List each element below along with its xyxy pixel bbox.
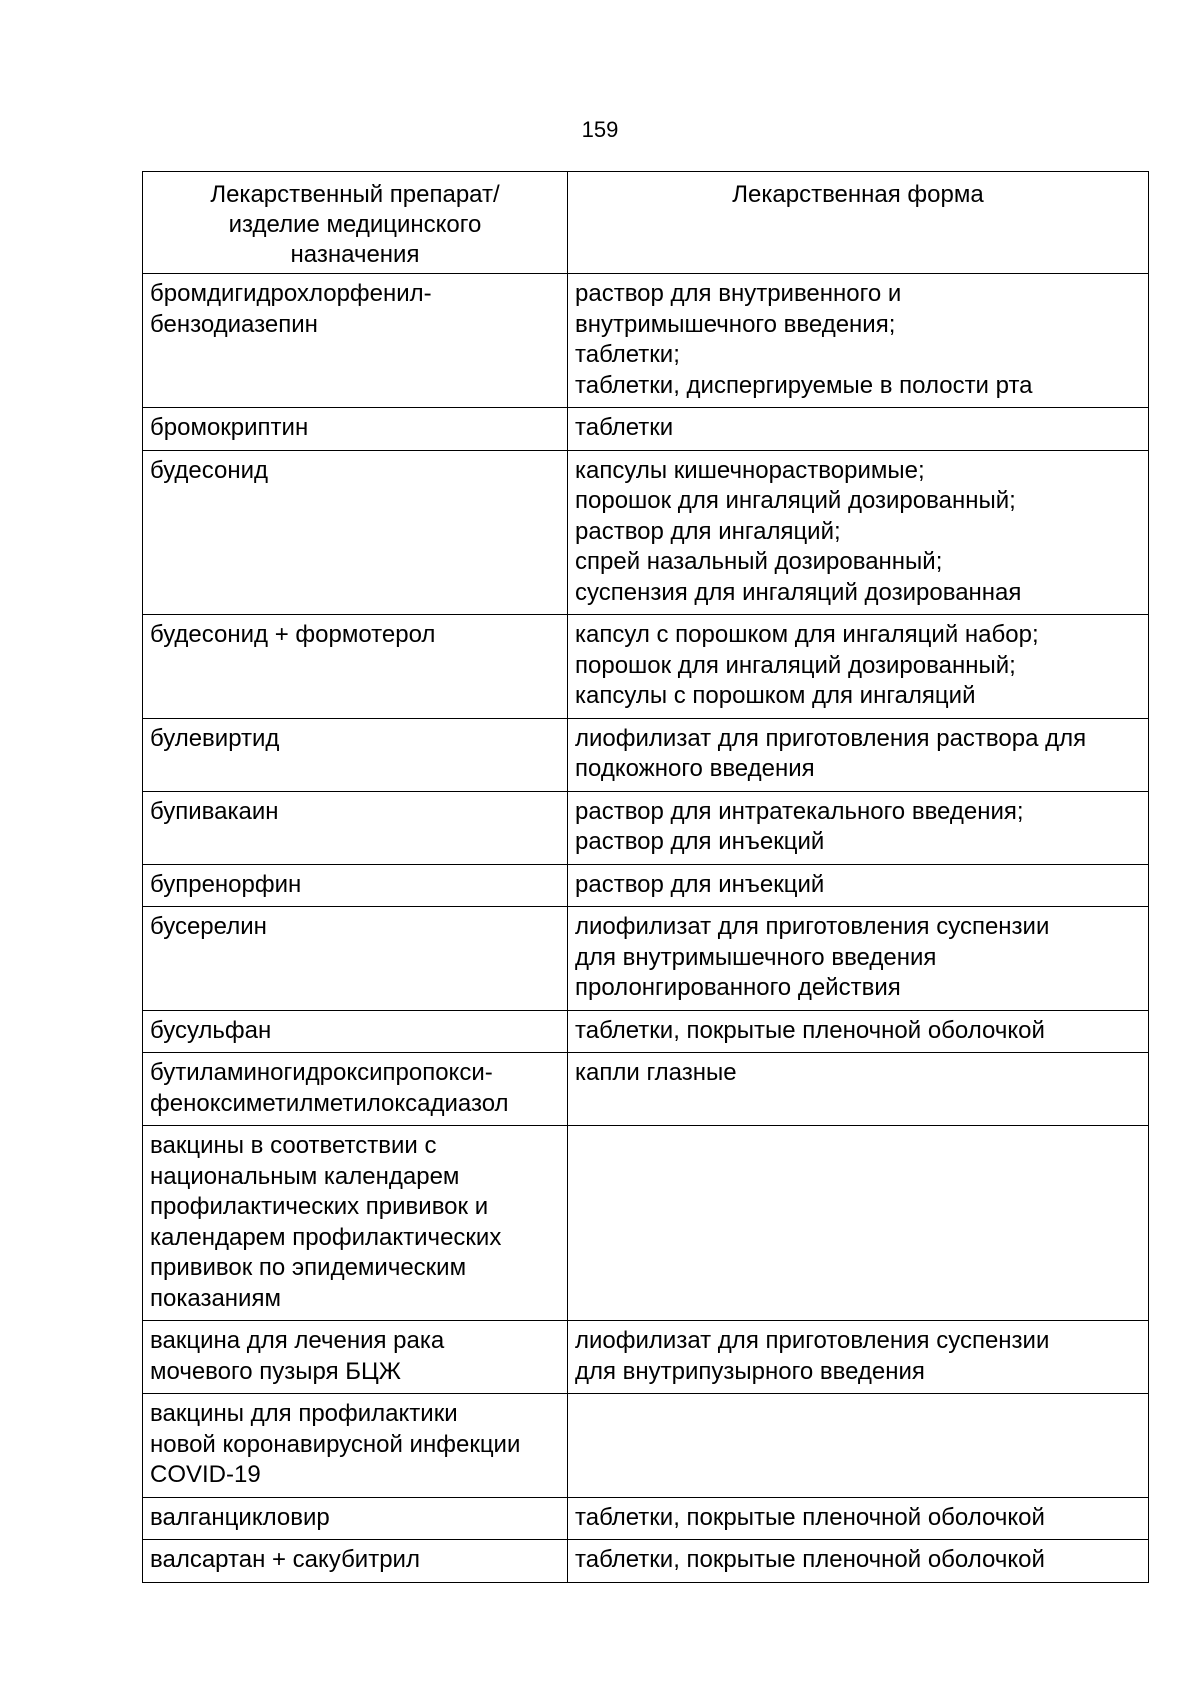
form-cell: таблетки, покрытые пленочной оболочкой [568,1010,1149,1053]
table-row [143,1010,1149,1053]
form-cell [568,1126,1149,1321]
drug-cell: валсартан + сакубитрил [143,1540,568,1583]
drug-cell: будесонид [143,450,568,615]
drug-cell: будесонид + формотерол [143,615,568,719]
drug-cell: бусульфан [143,1010,568,1053]
drug-table [142,171,1149,1583]
drug-cell: бутиламиногидроксипропокси- феноксиметилметилоксадиазол [143,1053,568,1126]
table-row [143,274,1149,408]
table-row [143,1540,1149,1583]
table-row [143,1321,1149,1394]
form-cell: таблетки [568,408,1149,451]
header-drug: Лекарственный препарат/ изделие медицинского назначения [143,172,568,274]
drug-cell: бупренорфин [143,864,568,907]
table-row [143,907,1149,1011]
drug-cell: бромдигидрохлорфенил- бензодиазепин [143,274,568,408]
drug-cell: валганцикловир [143,1497,568,1540]
header-form: Лекарственная форма [568,172,1149,274]
form-cell: раствор для инъекций [568,864,1149,907]
table-row [143,864,1149,907]
drug-cell: бупивакаин [143,791,568,864]
table-row [143,1394,1149,1498]
form-cell: раствор для интратекального введения; раствор для инъекций [568,791,1149,864]
table-row [143,1053,1149,1126]
table-row [143,408,1149,451]
drug-cell: вакцины в соответствии с национальным календарем профилактических прививок и календарем профилактических прививок по эпидемическим показаниям [143,1126,568,1321]
table-row [143,1126,1149,1321]
form-cell: лиофилизат для приготовления суспензии для внутримышечного введения пролонгированного действия [568,907,1149,1011]
form-cell: капсул с порошком для ингаляций набор; порошок для ингаляций дозированный; капсулы с порошком для ингаляций [568,615,1149,719]
table-row [143,718,1149,791]
table-row [143,615,1149,719]
form-cell: таблетки, покрытые пленочной оболочкой [568,1540,1149,1583]
form-cell: таблетки, покрытые пленочной оболочкой [568,1497,1149,1540]
table-row [143,791,1149,864]
form-cell: лиофилизат для приготовления суспензии для внутрипузырного введения [568,1321,1149,1394]
table-header-row [143,172,1149,274]
drug-cell: бромокриптин [143,408,568,451]
table-row [143,1497,1149,1540]
table-row [143,450,1149,615]
drug-cell: вакцина для лечения рака мочевого пузыря БЦЖ [143,1321,568,1394]
form-cell: лиофилизат для приготовления раствора для подкожного введения [568,718,1149,791]
page-number: 159 [581,117,619,142]
form-cell: капсулы кишечнорастворимые; порошок для ингаляций дозированный; раствор для ингаляций; спрей назальный дозированный; суспензия для ингаляций дозированная [568,450,1149,615]
drug-cell: булевиртид [143,718,568,791]
form-cell: раствор для внутривенного и внутримышечного введения; таблетки; таблетки, диспергируемые в полости рта [568,274,1149,408]
form-cell: капли глазные [568,1053,1149,1126]
drug-cell: бусерелин [143,907,568,1011]
drug-cell: вакцины для профилактики новой коронавирусной инфекции COVID-19 [143,1394,568,1498]
form-cell [568,1394,1149,1498]
